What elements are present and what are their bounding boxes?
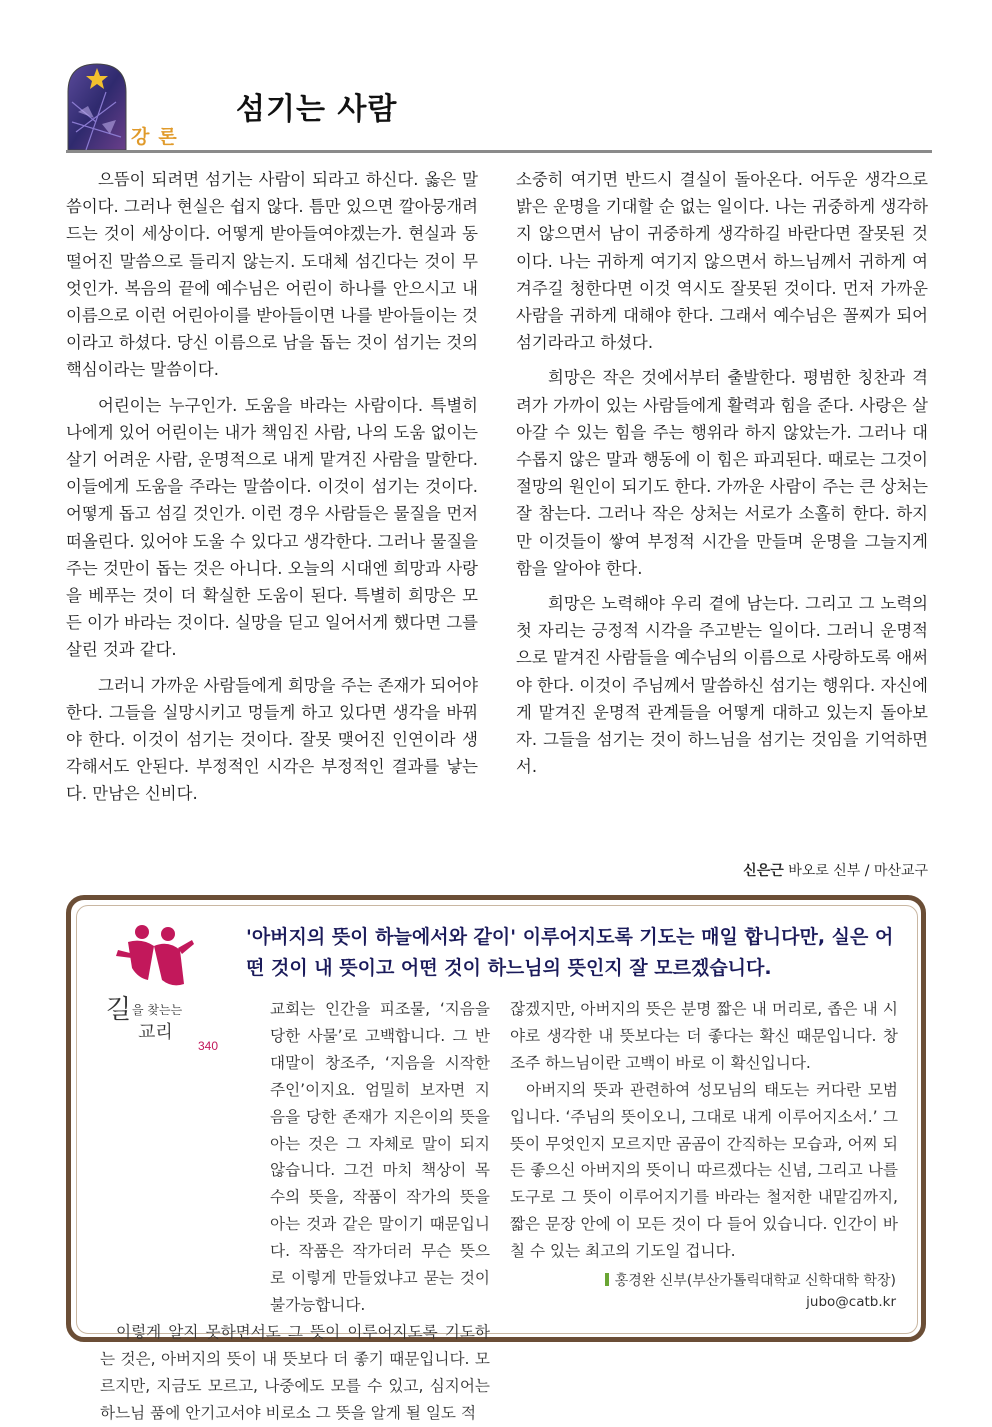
article-paragraph: 으뜸이 되려면 섬기는 사람이 되라고 하신다. 옳은 말씀이다. 그러나 현실은 쉽지 않다. 틈만 있으면 깔아뭉개려 드는 것이 세상이다. 어떻게 받아들여야겠는가. 현실과 동떨어진 말씀으로 들리지 않는지. 도대체 섬긴다는 것이 무엇인가. 복음의 끝에 예수님은 어린이 하나를 안으시고 내 이름으로 이런 어린아이를 받아들이면 나를 받아들이는 것이라고 하셨다. 당신 이름으로 남을 돕는 것이 섬기는 것의 핵심이라는 말씀이다. bbox=[66, 170, 478, 380]
author-byline bbox=[743, 860, 928, 880]
box-paragraph: 아버지의 뜻과 관련하여 성모님의 태도는 커다란 모범입니다. ‘주님의 뜻이오니, 그대로 내게 이루어지소서.’ 그 뜻이 무엇인지 모르지만 곰곰이 간직하는 모습과, 어찌 되든 좋으신 아버지의 뜻이니 따르겠다는 신념, 그리고 나를 도구로 그 뜻이 이루어지기를 바라는 철저한 내맡김까지, 짧은 문장 안에 이 모든 것이 다 들어 있습니다. 인간이 바칠 수 있는 최고의 기도일 겁니다. bbox=[510, 1080, 898, 1261]
article-paragraph: 희망은 노력해야 우리 곁에 남는다. 그리고 그 노력의 첫 자리는 긍정적 시각을 주고받는 일이다. 그러니 운명적으로 맡겨진 사람들을 예수님의 이름으로 사랑하도록 애써야 한다. 이것이 주님께서 말씀하신 섬기는 행위다. 자신에게 맡겨진 운명적 관계들을 어떻게 대하고 있는지 돌아보자. 그들을 섬기는 것이 하느님을 섬기는 것임을 기억하면서. bbox=[516, 594, 928, 777]
article-paragraph: 소중히 여기면 반드시 결실이 돌아온다. 어두운 생각으로 밝은 운명을 기대할 순 없는 일이다. 나는 귀중하게 생각하지 않으면서 남이 귀중하게 생각하길 바란다면 잘못된 것이다. 나는 귀하게 여기지 않으면서 하느님께서 귀하게 여겨주길 청한다면 이것 역시도 잘못된 것이다. 먼저 가까운 사람을 귀하게 대해야 한다. 그래서 예수님은 꼴찌가 되어 섬기라라고 하셨다. bbox=[516, 170, 928, 353]
box-author-text: 홍경완 신부(부산가톨릭대학교 신학대학 학장) bbox=[614, 1273, 896, 1289]
stained-glass-emblem bbox=[66, 62, 128, 150]
contact-email: jubo@catb.kr bbox=[806, 1294, 896, 1310]
box-author bbox=[605, 1270, 896, 1290]
box-left-column bbox=[100, 996, 490, 1427]
box-right-column bbox=[510, 996, 898, 1265]
title-divider bbox=[66, 150, 932, 153]
logo-text-1: 길 bbox=[106, 995, 132, 1025]
svg-text:교리: 교리 bbox=[138, 1022, 173, 1043]
box-paragraph: 이렇게 알지 못하면서도 그 뜻이 이루어지도록 기도하는 것은, 아버지의 뜻이 내 뜻보다 더 좋기 때문입니다. 모르지만, 지금도 모르고, 나중에도 모를 수 있고, 심지어는 하느님 품에 안기고서야 비로소 그 뜻을 알게 될 일도 적 bbox=[100, 1322, 490, 1422]
article-paragraph: 어린이는 누구인가. 도움을 바라는 사람이다. 특별히 나에게 있어 어린이는 내가 책임진 사람, 나의 도움 없이는 살기 어려운 사람, 운명적으로 내게 맡겨진 사람을 말한다. 이들에게 도움을 주라는 말씀이다. 이것이 섬기는 것이다. 어떻게 돕고 섬길 것인가. 이런 경우 사람들은 물질을 먼저 떠올린다. 있어야 도울 수 있다고 생각한다. 그러나 물질을 주는 것만이 돕는 것은 아니다. 오늘의 시대엔 희망과 사랑을 베푸는 것이 더 확실한 도움이 된다. 특별히 희망은 모든 이가 바라는 것이다. 실망을 딛고 일어서게 했다면 그를 살린 것과 같다. bbox=[66, 395, 478, 660]
section-label: 강론 bbox=[131, 126, 186, 148]
svg-text:을 찾는는: 을 찾는는 bbox=[132, 1003, 183, 1017]
author-title: 바오로 신부 / 마산교구 bbox=[788, 863, 928, 879]
box-paragraph: 교회는 인간을 피조물, ‘지음을 당한 사물’로 고백합니다. 그 반대말이 창조주, ‘지음을 시작한 주인’이지요. 엄밀히 보자면 지음을 당한 존재가 지은이의 뜻을 아는 것은 그 자체로 말이 되지 않습니다. 그건 마치 책상이 목수의 뜻을, 작품이 작가의 뜻을 아는 것과 같은 말이기 때문입니다. 작품은 작가더러 무슨 뜻으로 이렇게 만들었냐고 묻는 것이 불가능합니다. bbox=[270, 1000, 490, 1314]
article-left-column bbox=[66, 166, 478, 816]
article-paragraph: 희망은 작은 것에서부터 출발한다. 평범한 칭찬과 격려가 가까이 있는 사람들에게 활력과 힘을 준다. 사랑은 살아갈 수 있는 힘을 주는 행위라 하지 않았는가. 그러나 대수롭지 않은 말과 행동에 이 힘은 파괴된다. 때로는 그것이 절망의 원인이 되기도 한다. 가까운 사람이 주는 큰 상처는 잘 참는다. 그러나 작은 상처는 서로가 소홀히 한다. 하지만 이것들이 쌓여 부정적 시간을 만들며 운명을 그늘지게 함을 알아야 한다. bbox=[516, 368, 928, 578]
article-paragraph: 그러니 가까운 사람들에게 희망을 주는 존재가 되어야 한다. 그들을 실망시키고 멍들게 하고 있다면 생각을 바꿔야 한다. 이것이 섬기는 것이다. 잘못 맺어진 인연이라 생각해서도 안된다. 부정적인 시각은 부정적인 결과를 낳는다. 만남은 신비다. bbox=[66, 675, 478, 804]
article-right-column bbox=[516, 166, 928, 788]
box-headline: '아버지의 뜻이 하늘에서와 같이' 이루어지도록 기도는 매일 합니다만, 실은 어떤 것이 내 뜻이고 어떤 것이 하느님의 뜻인지 잘 모르겠습니다. bbox=[246, 926, 894, 979]
box-paragraph: 잖겠지만, 아버지의 뜻은 분명 짧은 내 머리로, 좁은 내 시야로 생각한 내 뜻보다는 더 좋다는 확신 때문입니다. 창조주 하느님이란 고백이 바로 이 확신입니다. bbox=[510, 1000, 898, 1072]
author-name: 신은근 bbox=[743, 863, 784, 879]
page-title: 섬기는 사람 bbox=[236, 92, 398, 127]
logo-number: 340 bbox=[198, 1039, 219, 1053]
author-accent-bar bbox=[605, 1273, 609, 1286]
